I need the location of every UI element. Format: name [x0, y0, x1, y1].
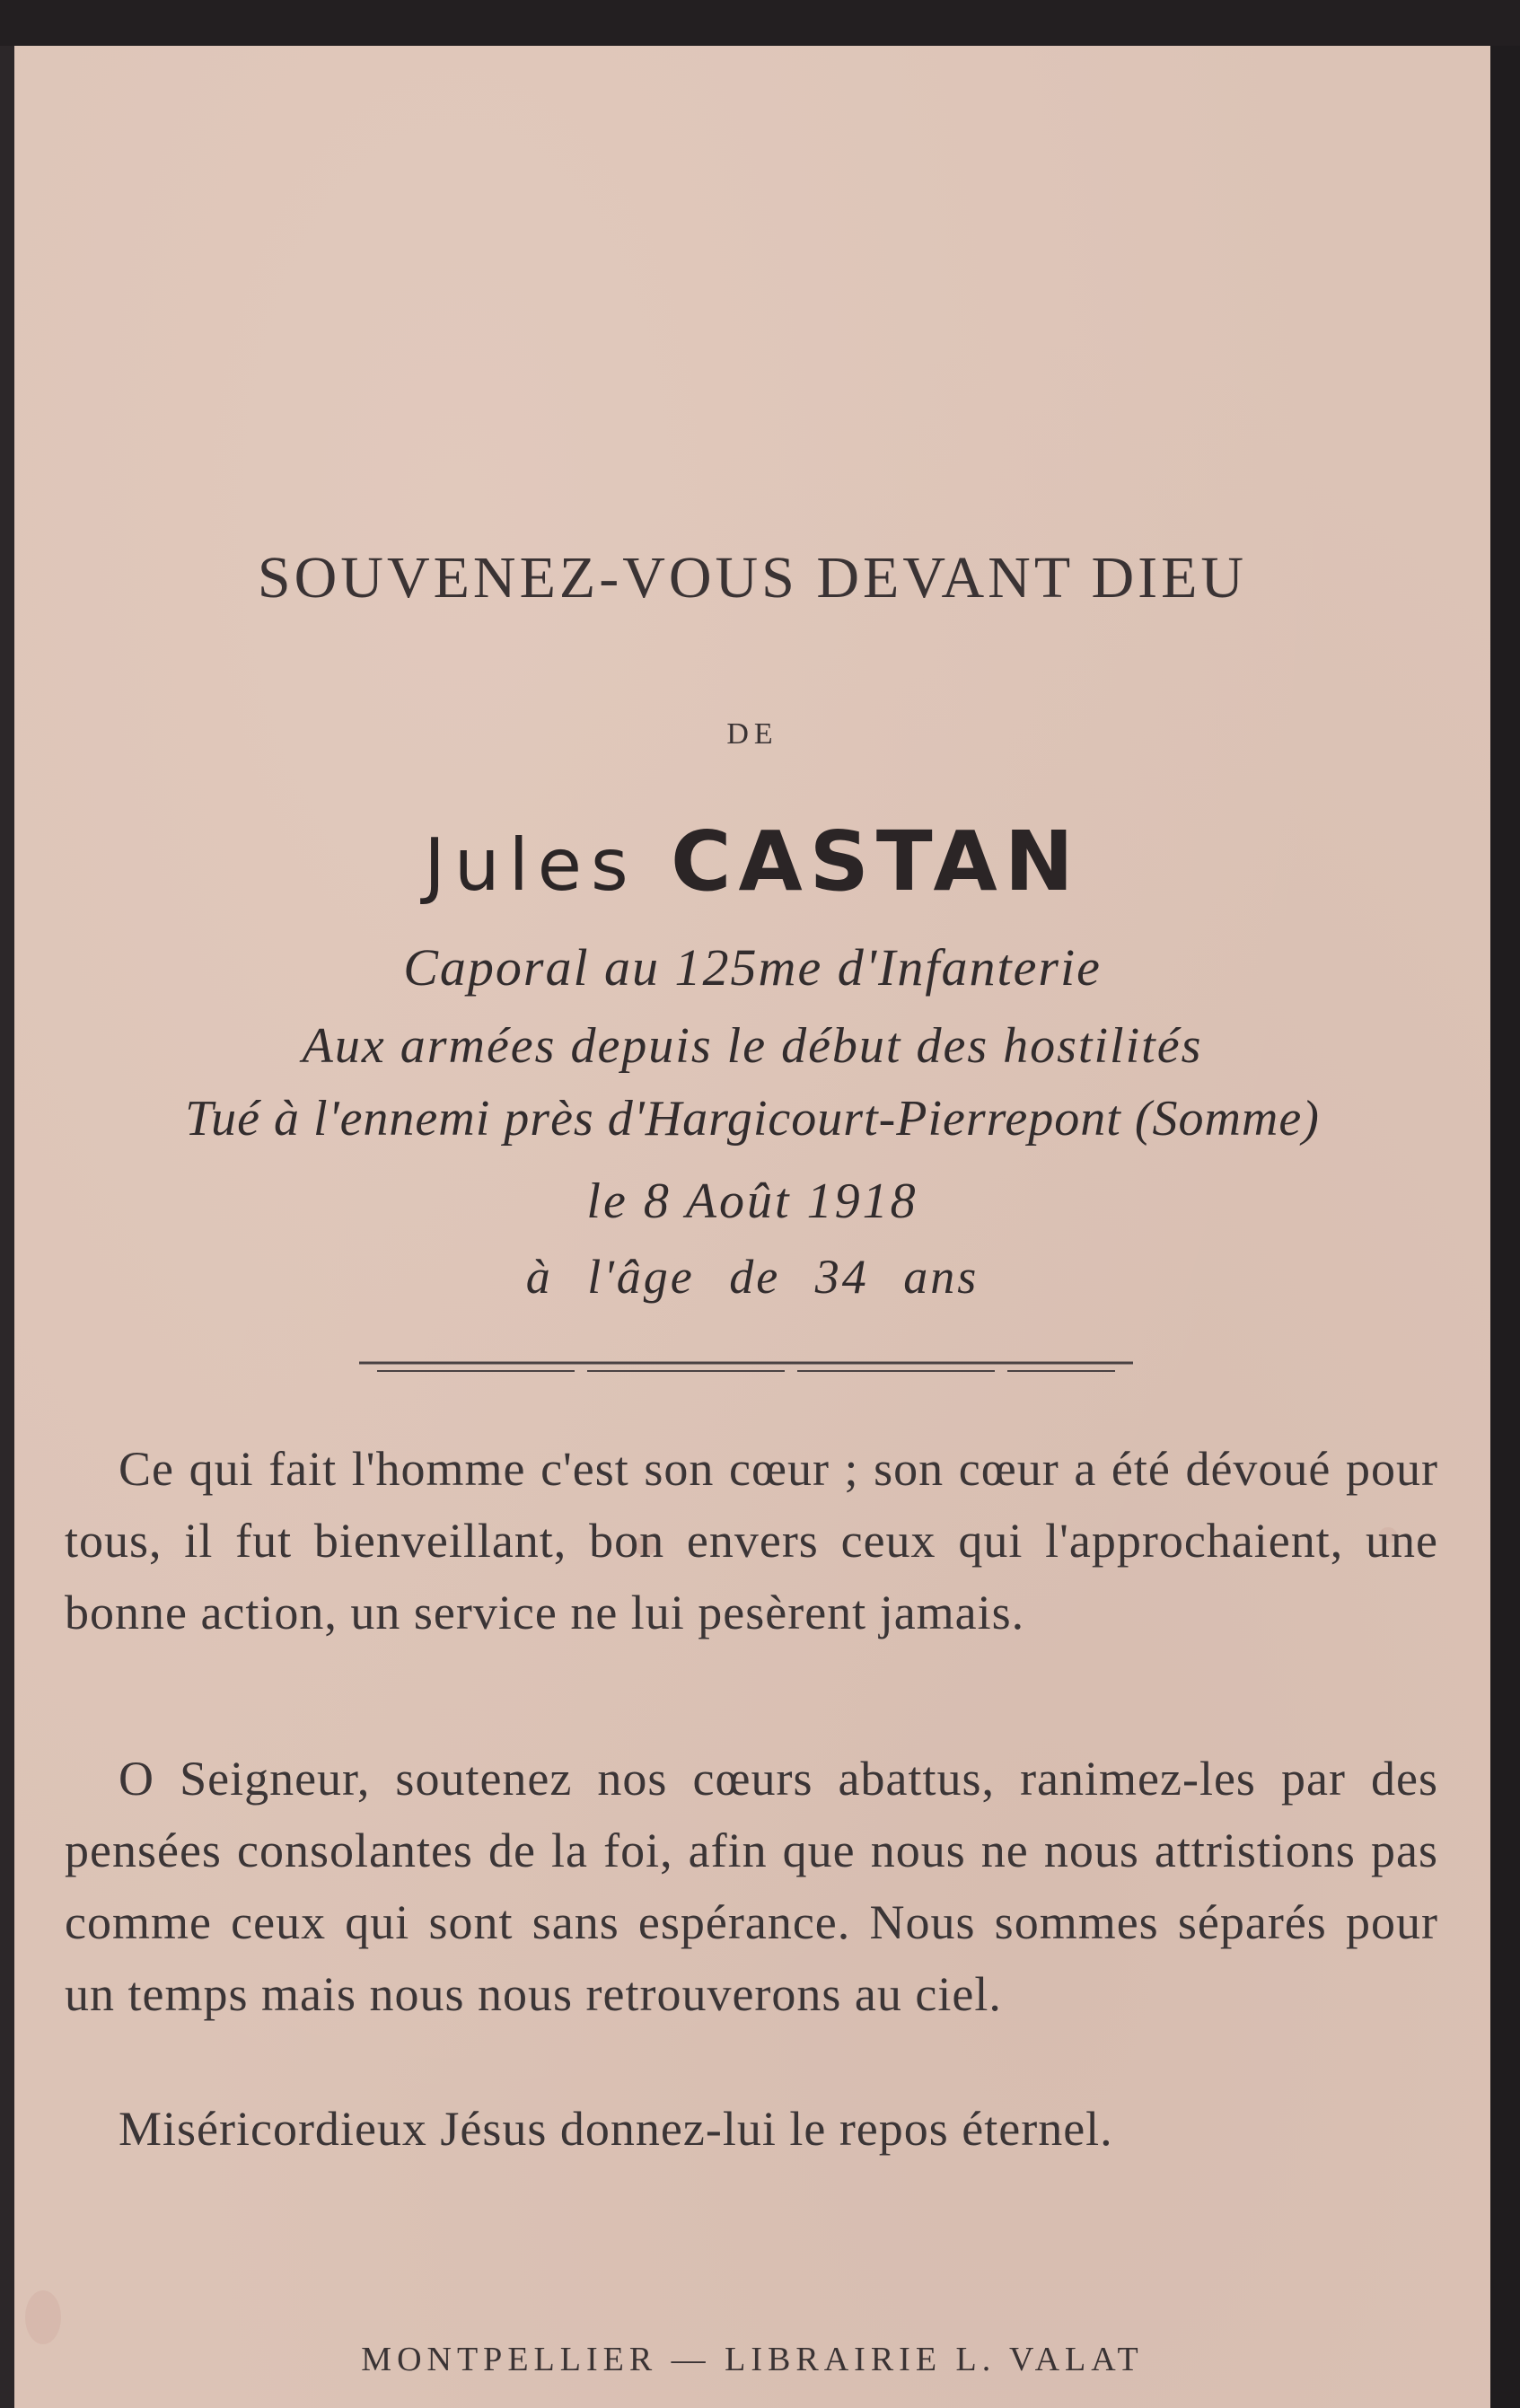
deceased-name	[14, 813, 1490, 910]
first-name: Jules	[424, 823, 637, 907]
top-border	[0, 0, 1520, 46]
card-heading: SOUVENEZ-VOUS DEVANT DIEU	[257, 545, 1248, 611]
death-place-line: Tué à l'ennemi près d'Hargicourt-Pierrepont (Somme)	[185, 1091, 1320, 1147]
prayer-paragraph: O Seigneur, soutenez nos cœurs abattus, ranimez-les par des pensées consolantes de la foi, afin que nous ne nous attristions pas comme ceux qui sont sans espérance. Nous sommes séparés pour un temps mais nous nous retrouverons au ciel.	[65, 1752, 1438, 2021]
eulogy-paragraph: Ce qui fait l'homme c'est son cœur ; son cœur a été dévoué pour tous, il fut bienveillant, bon envers ceux qui l'approchaient, une bonne action, un service ne lui pesèrent jamais.	[65, 1442, 1438, 1639]
invocation-paragraph: Miséricordieux Jésus donnez-lui le repos éternel.	[119, 2102, 1113, 2156]
last-name: CASTAN	[670, 813, 1081, 910]
printer-footer: MONTPELLIER — LIBRAIRIE L. VALAT	[361, 2341, 1144, 2378]
left-border	[0, 46, 14, 2408]
age-line: à l'âge de 34 ans	[525, 1250, 980, 1304]
death-date-line: le 8 Août 1918	[586, 1173, 918, 1229]
card-de: DE	[726, 717, 778, 751]
right-border	[1490, 46, 1520, 2408]
ornamental-divider	[359, 1359, 1133, 1377]
card-content	[14, 46, 1490, 2408]
service-line: Aux armées depuis le début des hostilités	[302, 1018, 1203, 1074]
rank-line: Caporal au 125me d'Infanterie	[403, 938, 1102, 997]
